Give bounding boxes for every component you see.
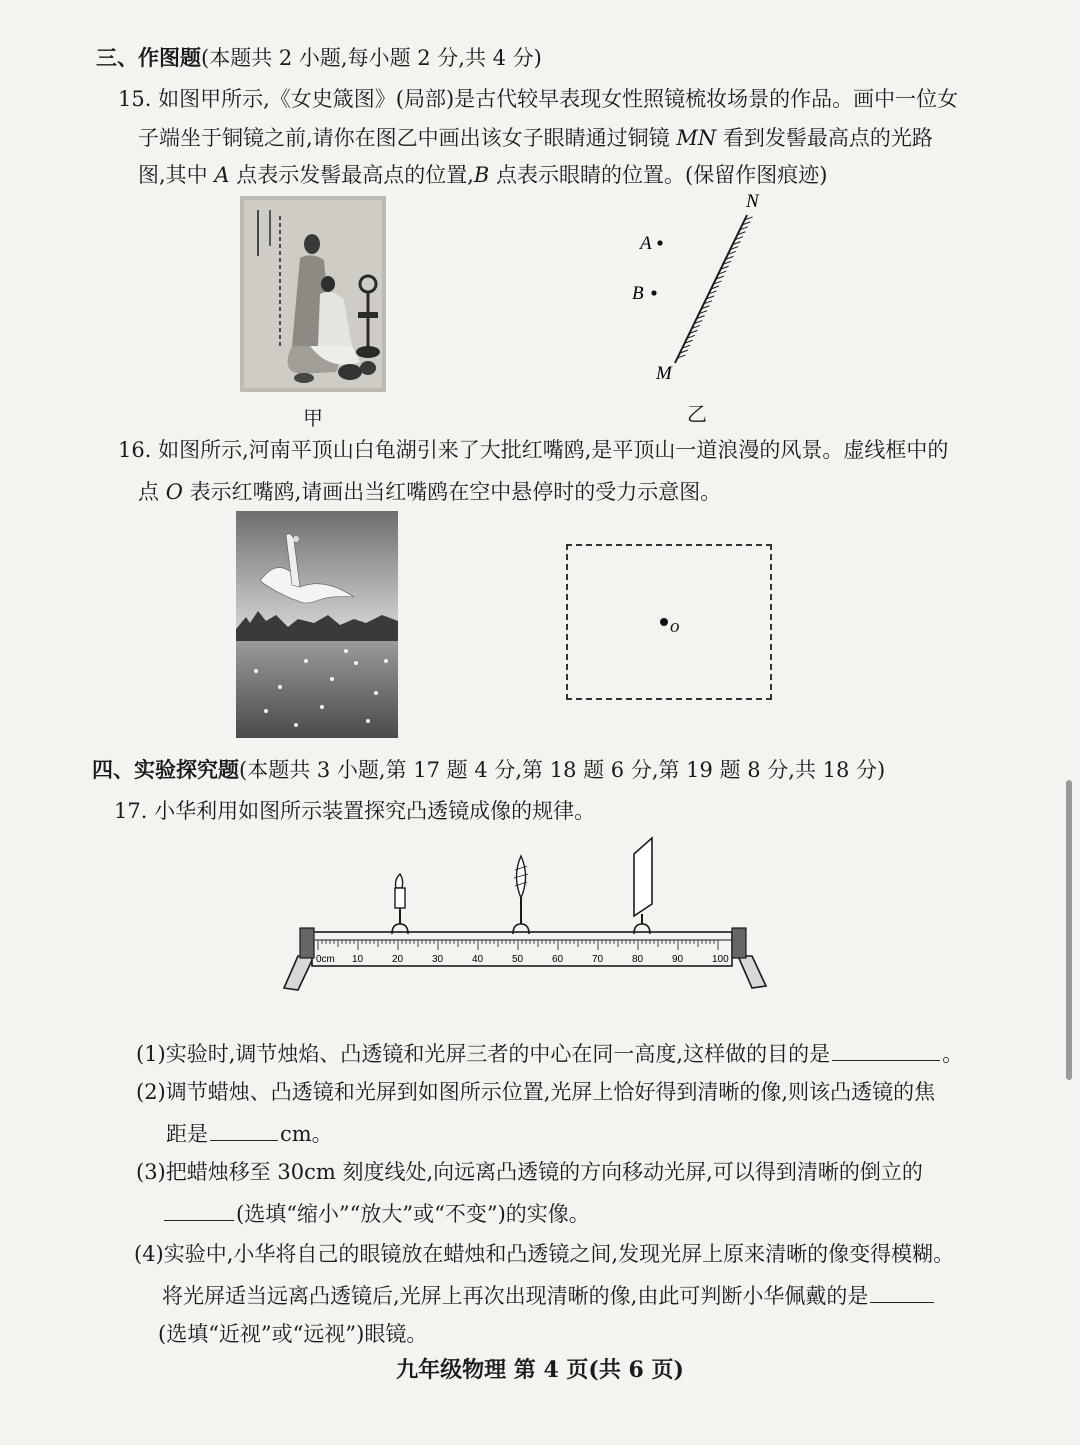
caption-jia: 甲 <box>303 406 323 430</box>
label-a: A <box>640 233 652 254</box>
q15-line-3a: 图,其中 <box>138 163 215 187</box>
q15-line-2b: 看到发髻最高点的光路 <box>716 126 933 150</box>
ruler-label: 40 <box>472 954 484 965</box>
force-diagram-box <box>566 544 772 700</box>
ruler-label: 60 <box>552 954 564 965</box>
section3-title: 三、作图题 <box>96 45 201 70</box>
q17-p1-text: (1)实验时,调节烛焰、凸透镜和光屏三者的中心在同一高度,这样做的目的是 <box>136 1042 831 1066</box>
point-b-dot <box>651 290 656 295</box>
q17-p3-line2 <box>162 1198 590 1228</box>
label-m: M <box>656 363 672 384</box>
point-o-dot <box>660 618 668 626</box>
q17-p1-end: 。 <box>942 1042 964 1066</box>
convex-lens <box>513 856 529 934</box>
q17-p1-blank[interactable] <box>832 1038 940 1061</box>
q15-line-1: 15. 如图甲所示,《女史箴图》(局部)是古代较早表现女性照镜梳妆场景的作品。画中一位女 <box>118 87 959 111</box>
caption-yi: 乙 <box>687 402 707 426</box>
section4-heading <box>92 756 885 784</box>
light-screen <box>634 838 652 934</box>
q16-line-2a: 点 <box>138 480 166 504</box>
ruler-label: 80 <box>632 954 644 965</box>
q15-line-2a: 子端坐于铜镜之前,请你在图乙中画出该女子眼睛通过铜镜 <box>138 126 677 150</box>
page-footer: 九年级物理 第 4 页(共 6 页) <box>396 1357 684 1383</box>
q17-p2-blank[interactable] <box>210 1118 278 1141</box>
scrollbar-thumb[interactable] <box>1066 780 1072 1080</box>
q16-line-2b: 表示红嘴鸥,请画出当红嘴鸥在空中悬停时的受力示意图。 <box>182 480 722 504</box>
q15-line-3c: 点表示眼睛的位置。(保留作图痕迹) <box>489 163 828 187</box>
section4-note: (本题共 3 小题,第 17 题 4 分,第 18 题 6 分,第 19 题 8 分,共 18 分) <box>239 758 886 782</box>
q17-p1 <box>136 1038 963 1068</box>
seagull-photo <box>236 511 398 738</box>
ruler-label: 0cm <box>316 954 335 965</box>
candle <box>392 874 408 934</box>
q17-p2-text: 距是 <box>166 1122 208 1146</box>
q15-point-a-ref: A <box>214 163 230 187</box>
q15-line-3b: 点表示发髻最高点的位置, <box>229 163 474 187</box>
painting-image <box>240 196 386 392</box>
section4-title: 四、实验探究题 <box>92 757 239 782</box>
q16-point-o-ref: O <box>165 480 183 504</box>
q16-line-2 <box>138 478 721 506</box>
optical-bench-figure <box>276 836 776 998</box>
q17-p4-line2 <box>162 1280 936 1310</box>
label-b: B <box>632 283 644 304</box>
ruler-label: 20 <box>392 954 404 965</box>
section3-heading <box>96 44 542 72</box>
q17-p3-blank[interactable] <box>164 1198 234 1221</box>
q17-p4-text: 将光屏适当远离凸透镜后,光屏上再次出现清晰的像,由此可判断小华佩戴的是 <box>162 1284 869 1308</box>
q15-mirror-mn: MN <box>676 126 717 150</box>
label-n: N <box>746 191 759 212</box>
q15-line-2 <box>138 124 933 152</box>
q17-intro: 17. 小华利用如图所示装置探究凸透镜成像的规律。 <box>114 799 596 823</box>
mirror-svg <box>620 185 780 385</box>
q17-p2-line2 <box>166 1118 333 1148</box>
q17-p4-line3: (选填“近视”或“远视”)眼镜。 <box>158 1322 428 1346</box>
q17-p4-blank[interactable] <box>870 1280 934 1303</box>
q17-p3-text: (选填“缩小”“放大”或“不变”)的实像。 <box>236 1202 590 1226</box>
q17-p4-line1: (4)实验中,小华将自己的眼镜放在蜡烛和凸透镜之间,发现光屏上原来清晰的像变得模糊。 <box>134 1242 955 1266</box>
q17-p2-end: cm。 <box>280 1122 333 1146</box>
q17-p3-line1: (3)把蜡烛移至 30cm 刻度线处,向远离凸透镜的方向移动光屏,可以得到清晰的倒立的 <box>136 1160 923 1184</box>
optical-bench-svg <box>276 836 776 998</box>
q15-point-b-ref: B <box>473 163 490 187</box>
q17-p2-line1: (2)调节蜡烛、凸透镜和光屏到如图所示位置,光屏上恰好得到清晰的像,则该凸透镜的焦 <box>136 1080 936 1104</box>
ruler-label: 50 <box>512 954 524 965</box>
label-o: o <box>670 616 680 637</box>
ruler-label: 90 <box>672 954 684 965</box>
section3-note: (本题共 2 小题,每小题 2 分,共 4 分) <box>201 46 542 70</box>
q16-line-1: 16. 如图所示,河南平顶山白龟湖引来了大批红嘴鸥,是平顶山一道浪漫的风景。虚线框中的 <box>118 438 949 462</box>
mirror-diagram <box>620 185 780 385</box>
point-a-dot <box>657 240 662 245</box>
ruler-label: 30 <box>432 954 444 965</box>
ruler-label: 10 <box>352 954 364 965</box>
ruler-label: 100 <box>712 954 729 965</box>
ruler-label: 70 <box>592 954 604 965</box>
